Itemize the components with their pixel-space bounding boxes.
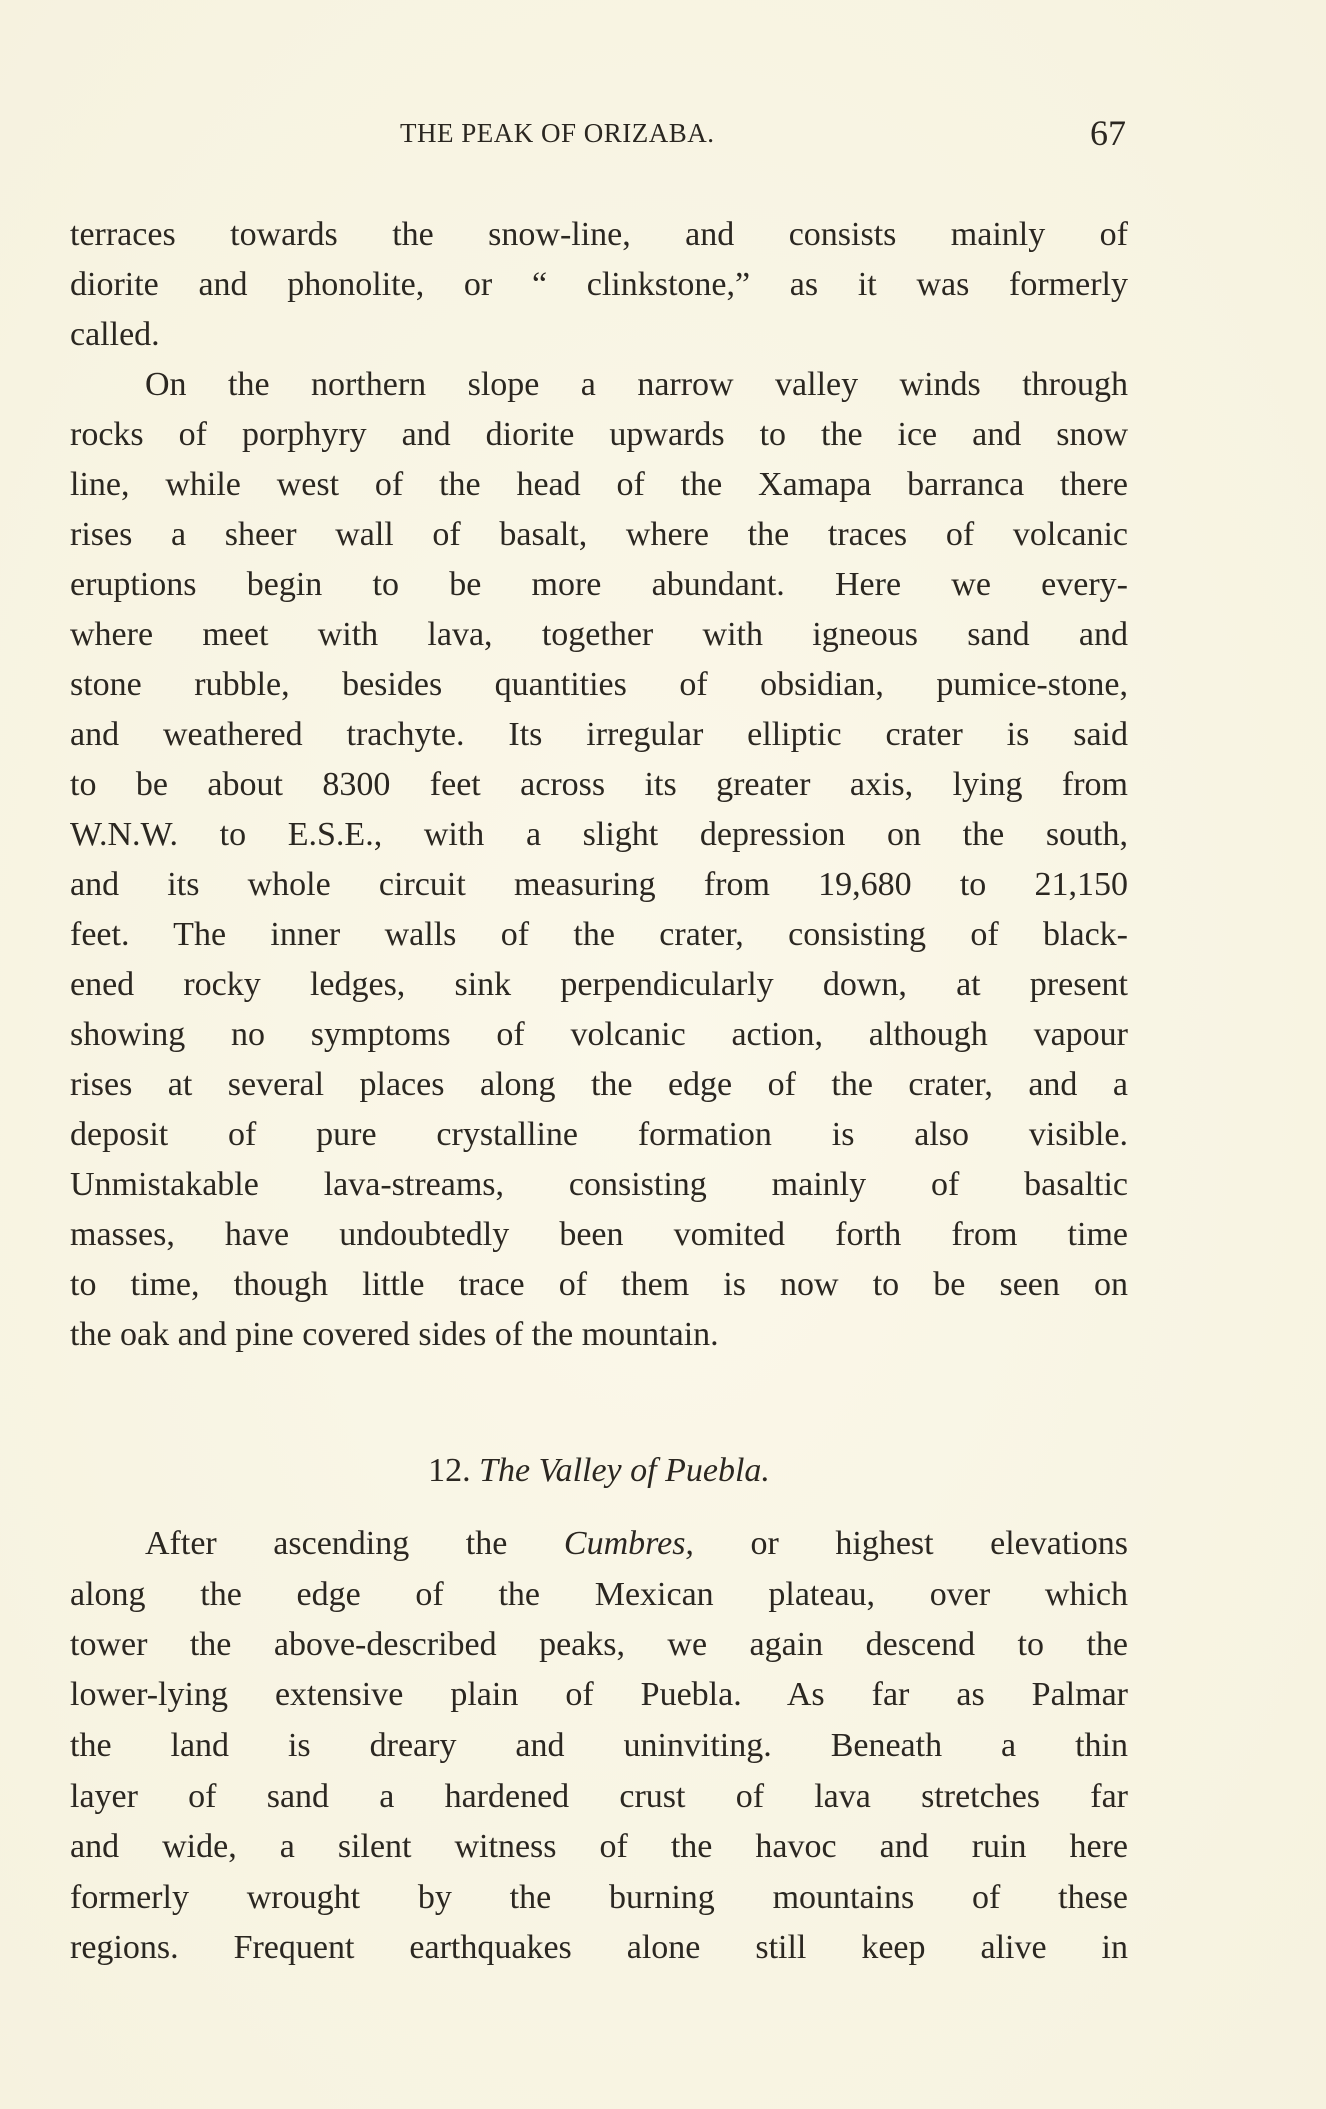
text-line xyxy=(70,412,1128,458)
text-run: masses, have undoubtedly been vomited forth from time xyxy=(70,1216,1128,1253)
text-run: stone rubble, besides quantities of obsidian, pumice-stone, xyxy=(70,666,1128,703)
page-number: 67 xyxy=(1090,113,1126,153)
text-run: rocks of porphyry and diorite upwards to the ice and snow xyxy=(70,416,1128,453)
text-line xyxy=(70,862,1128,908)
text-run: terraces towards the snow-line, and consists mainly of xyxy=(70,216,1128,253)
text-run: rises at several places along the edge of the crater, and a xyxy=(70,1066,1128,1103)
text-run: regions. Frequent earthquakes alone still keep alive in xyxy=(70,1929,1128,1966)
text-line xyxy=(70,262,1128,308)
section-heading xyxy=(70,1448,1128,1494)
text-run: showing no symptoms of volcanic action, although vapour xyxy=(70,1016,1128,1053)
text-line xyxy=(70,1212,1128,1258)
text-run: Unmistakable lava-streams, consisting mainly of basaltic xyxy=(70,1166,1128,1203)
text-run: called. xyxy=(70,316,160,353)
text-run: to be about 8300 feet across its greater axis, lying from xyxy=(70,766,1128,803)
text-run: rises a sheer wall of basalt, where the traces of volcanic xyxy=(70,516,1128,553)
italic-text-run: Cumbres, xyxy=(563,1525,694,1562)
text-line xyxy=(70,712,1128,758)
text-line xyxy=(70,1162,1128,1208)
text-run: formerly wrought by the burning mountains of these xyxy=(70,1879,1128,1916)
text-run: On the northern slope a narrow valley winds through xyxy=(145,366,1128,403)
text-line xyxy=(70,1723,1128,1769)
text-run: W.N.W. to E.S.E., with a slight depression on the south, xyxy=(70,816,1128,853)
text-run: along the edge of the Mexican plateau, over which xyxy=(70,1576,1128,1613)
text-line xyxy=(70,212,1128,258)
text-run: layer of sand a hardened crust of lava stretches far xyxy=(70,1778,1128,1815)
text-line xyxy=(70,1774,1128,1820)
text-run: tower the above-described peaks, we again descend to the xyxy=(70,1626,1128,1663)
text-line xyxy=(70,1572,1128,1618)
text-run: the land is dreary and uninviting. Beneath a thin xyxy=(70,1727,1128,1764)
text-line xyxy=(70,962,1128,1008)
text-line xyxy=(145,362,1128,408)
text-line xyxy=(70,462,1128,508)
text-run: and its whole circuit measuring from 19,680 to 21,150 xyxy=(70,866,1128,903)
text-line xyxy=(70,1062,1128,1108)
text-run: deposit of pure crystalline formation is also visible. xyxy=(70,1116,1128,1153)
text-run: where meet with lava, together with igneous sand and xyxy=(70,616,1128,653)
text-line xyxy=(70,662,1128,708)
italic-text-run: The Valley of Puebla. xyxy=(479,1452,770,1489)
text-line xyxy=(70,1925,1128,1971)
text-run: lower-lying extensive plain of Puebla. As far as Palmar xyxy=(70,1676,1128,1713)
text-line xyxy=(70,612,1128,658)
text-line xyxy=(70,762,1128,808)
text-line xyxy=(70,1262,1128,1308)
text-line xyxy=(70,1622,1128,1668)
text-line xyxy=(70,1012,1128,1058)
text-line xyxy=(70,512,1128,558)
text-line xyxy=(145,1521,1128,1567)
text-run: the oak and pine covered sides of the mountain. xyxy=(70,1316,719,1353)
text-run: line, while west of the head of the Xamapa barranca there xyxy=(70,466,1128,503)
text-line xyxy=(70,1875,1128,1921)
text-line xyxy=(70,912,1128,958)
text-run: 12. xyxy=(428,1452,480,1489)
running-title: THE PEAK OF ORIZABA. xyxy=(400,118,715,148)
text-line xyxy=(70,1312,1128,1358)
text-run: and weathered trachyte. Its irregular elliptic crater is said xyxy=(70,716,1128,753)
text-line xyxy=(70,1112,1128,1158)
text-run: After ascending the xyxy=(145,1525,564,1562)
text-line xyxy=(70,562,1128,608)
text-run: or highest elevations xyxy=(693,1525,1128,1562)
text-run: eruptions begin to be more abundant. Here we every- xyxy=(70,566,1128,603)
text-run: ened rocky ledges, sink perpendicularly down, at present xyxy=(70,966,1128,1003)
text-run: feet. The inner walls of the crater, consisting of black- xyxy=(70,916,1128,953)
text-line xyxy=(70,1672,1128,1718)
text-line xyxy=(70,1824,1128,1870)
text-run: and wide, a silent witness of the havoc and ruin here xyxy=(70,1828,1128,1865)
text-line xyxy=(70,812,1128,858)
text-line xyxy=(70,312,1128,358)
text-run: to time, though little trace of them is now to be seen on xyxy=(70,1266,1128,1303)
text-run: diorite and phonolite, or “ clinkstone,” as it was formerly xyxy=(70,266,1128,303)
